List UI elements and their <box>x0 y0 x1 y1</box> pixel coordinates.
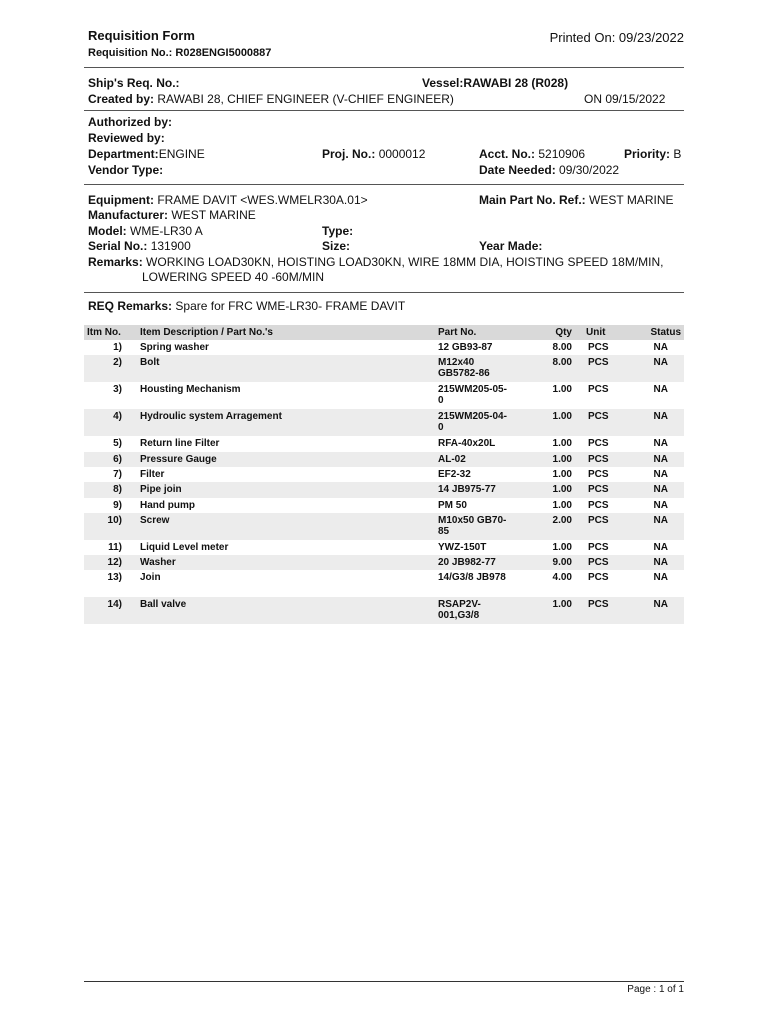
cell-part-no: 215WM205-04-0 <box>438 411 507 433</box>
table-row <box>84 436 684 452</box>
cell-item-description: Hydroulic system Arragement <box>140 411 282 422</box>
cell-item-description: Pipe join <box>140 484 182 495</box>
cell-itm-no: 14) <box>107 599 122 610</box>
table-row <box>84 513 684 540</box>
cell-unit: PCS <box>588 599 609 610</box>
header-description: Item Description / Part No.'s <box>140 327 273 338</box>
cell-part-no: RSAP2V-001,G3/8 <box>438 599 481 621</box>
header-status: Status <box>650 327 681 338</box>
cell-item-description: Ball valve <box>140 599 187 610</box>
department-value: ENGINE <box>158 147 205 161</box>
year-made-label: Year Made: <box>479 239 543 253</box>
cell-part-no: 14/G3/8 JB978 <box>438 572 506 583</box>
priority-value: B <box>673 147 682 161</box>
table-row <box>84 452 684 467</box>
cell-status: NA <box>653 357 668 368</box>
table-row <box>84 340 684 355</box>
equipment <box>88 193 368 207</box>
cell-part-no: M10x50 GB70-85 <box>438 515 507 537</box>
cell-item-description: Return line Filter <box>140 438 220 449</box>
requisition-no-label: Requisition No.: <box>88 47 173 59</box>
cell-item-description: Screw <box>140 515 170 526</box>
cell-qty: 1.00 <box>552 599 572 610</box>
cell-qty: 1.00 <box>552 384 572 395</box>
cell-unit: PCS <box>588 515 609 526</box>
remarks-line-1: WORKING LOAD30KN, HOISTING LOAD30KN, WIRE 18MM DIA, HOISTING SPEED 18M/MIN, <box>146 255 664 269</box>
header-part-no: Part No. <box>438 327 477 338</box>
table-row <box>84 355 684 382</box>
cell-status: NA <box>653 515 668 526</box>
table-body <box>84 340 684 624</box>
equipment-value: FRAME DAVIT <WES.WMELR30A.01> <box>157 193 368 207</box>
cell-unit: PCS <box>588 557 609 568</box>
priority-label: Priority: <box>624 147 671 161</box>
proj-no-label: Proj. No.: <box>322 147 376 161</box>
cell-item-description: Liquid Level meter <box>140 542 229 553</box>
created-by-value: RAWABI 28, CHIEF ENGINEER (V-CHIEF ENGINEER) <box>157 92 454 106</box>
requisition-no <box>88 47 271 59</box>
main-part-ref <box>479 193 673 207</box>
items-table <box>84 325 684 624</box>
remarks <box>88 255 663 269</box>
size-label: Size: <box>322 239 351 253</box>
footer-divider <box>84 981 684 982</box>
priority <box>624 147 681 161</box>
cell-qty: 2.00 <box>552 515 572 526</box>
cell-itm-no: 3) <box>113 384 122 395</box>
cell-qty: 8.00 <box>552 342 572 353</box>
cell-item-description: Filter <box>140 469 165 480</box>
manufacturer-label: Manufacturer: <box>88 208 169 222</box>
acct-no-value: 5210906 <box>538 147 586 161</box>
cell-part-no: M12x40 GB5782-86 <box>438 357 490 379</box>
cell-itm-no: 9) <box>113 500 122 511</box>
table-row <box>84 540 684 555</box>
cell-unit: PCS <box>588 454 609 465</box>
req-remarks-label: REQ Remarks: <box>88 299 173 313</box>
cell-itm-no: 1) <box>113 342 122 353</box>
equipment-label: Equipment: <box>88 193 154 207</box>
cell-part-no: AL-02 <box>438 454 466 465</box>
cell-status: NA <box>653 342 668 353</box>
cell-unit: PCS <box>588 438 609 449</box>
divider <box>84 110 684 111</box>
cell-itm-no: 10) <box>107 515 122 526</box>
cell-unit: PCS <box>588 572 609 583</box>
cell-part-no: PM 50 <box>438 500 467 511</box>
cell-status: NA <box>653 542 668 553</box>
cell-part-no: 12 GB93-87 <box>438 342 493 353</box>
proj-no-value: 0000012 <box>378 147 426 161</box>
remarks-label: Remarks: <box>88 255 143 269</box>
department <box>88 147 205 161</box>
cell-item-description: Pressure Gauge <box>140 454 217 465</box>
created-by <box>88 92 454 106</box>
model-value: WME-LR30 A <box>130 224 203 238</box>
divider <box>84 67 684 68</box>
cell-itm-no: 5) <box>113 438 122 449</box>
model-label: Model: <box>88 224 127 238</box>
table-header <box>84 325 684 340</box>
created-by-label: Created by: <box>88 92 155 106</box>
model <box>88 224 203 238</box>
department-label: Department: <box>88 147 159 161</box>
cell-unit: PCS <box>588 469 609 480</box>
cell-qty: 1.00 <box>552 500 572 511</box>
vessel-value: RAWABI 28 (R028) <box>463 76 569 90</box>
cell-qty: 8.00 <box>552 357 572 368</box>
table-row <box>84 409 684 436</box>
main-part-ref-label: Main Part No. Ref.: <box>479 193 586 207</box>
cell-status: NA <box>653 484 668 495</box>
cell-status: NA <box>653 384 668 395</box>
form-title: Requisition Form <box>88 28 195 43</box>
cell-unit: PCS <box>588 500 609 511</box>
cell-item-description: Bolt <box>140 357 160 368</box>
cell-qty: 1.00 <box>552 484 572 495</box>
cell-status: NA <box>653 411 668 422</box>
cell-part-no: YWZ-150T <box>438 542 487 553</box>
reviewed-by-label: Reviewed by: <box>88 131 165 145</box>
cell-status: NA <box>653 599 668 610</box>
cell-qty: 4.00 <box>552 572 572 583</box>
cell-status: NA <box>653 438 668 449</box>
cell-unit: PCS <box>588 357 609 368</box>
cell-qty: 1.00 <box>552 454 572 465</box>
cell-status: NA <box>653 454 668 465</box>
type-label: Type: <box>322 224 354 238</box>
date-needed-label: Date Needed: <box>479 163 556 177</box>
vessel-label: Vessel: <box>422 76 464 90</box>
cell-qty: 1.00 <box>552 542 572 553</box>
table-row <box>84 555 684 570</box>
header-unit: Unit <box>586 327 606 338</box>
cell-status: NA <box>653 500 668 511</box>
proj-no <box>322 147 425 161</box>
acct-no-label: Acct. No.: <box>479 147 536 161</box>
vendor-type-label: Vendor Type: <box>88 163 164 177</box>
cell-itm-no: 6) <box>113 454 122 465</box>
cell-item-description: Join <box>140 572 161 583</box>
cell-itm-no: 7) <box>113 469 122 480</box>
divider <box>84 292 684 293</box>
cell-itm-no: 4) <box>113 411 122 422</box>
cell-item-description: Spring washer <box>140 342 209 353</box>
cell-status: NA <box>653 469 668 480</box>
cell-unit: PCS <box>588 411 609 422</box>
manufacturer-value: WEST MARINE <box>171 208 256 222</box>
cell-unit: PCS <box>588 384 609 395</box>
cell-qty: 9.00 <box>552 557 572 568</box>
serial-no-label: Serial No.: <box>88 239 148 253</box>
header-qty: Qty <box>555 327 572 338</box>
authorized-by-label: Authorized by: <box>88 115 172 129</box>
header-itm-no: Itm No. <box>87 327 121 338</box>
cell-itm-no: 2) <box>113 357 122 368</box>
table-row <box>84 467 684 482</box>
serial-no <box>88 239 191 253</box>
cell-status: NA <box>653 572 668 583</box>
cell-item-description: Housting Mechanism <box>140 384 241 395</box>
table-row <box>84 482 684 498</box>
cell-item-description: Washer <box>140 557 176 568</box>
cell-status: NA <box>653 557 668 568</box>
table-row <box>84 597 684 624</box>
printed-on: Printed On: 09/23/2022 <box>549 30 684 45</box>
main-part-ref-value: WEST MARINE <box>589 193 674 207</box>
req-remarks-value: Spare for FRC WME-LR30- FRAME DAVIT <box>175 299 406 313</box>
cell-itm-no: 12) <box>107 557 122 568</box>
cell-part-no: 20 JB982-77 <box>438 557 496 568</box>
cell-itm-no: 11) <box>108 542 122 553</box>
acct-no <box>479 147 585 161</box>
serial-no-value: 131900 <box>150 239 191 253</box>
date-needed <box>479 163 619 177</box>
manufacturer <box>88 208 256 222</box>
cell-part-no: 215WM205-05-0 <box>438 384 507 406</box>
vessel <box>422 76 568 90</box>
ships-req-label: Ship's Req. No.: <box>88 76 180 90</box>
cell-part-no: EF2-32 <box>438 469 471 480</box>
cell-part-no: 14 JB975-77 <box>438 484 496 495</box>
page-number: Page : 1 of 1 <box>627 984 684 995</box>
cell-unit: PCS <box>588 484 609 495</box>
cell-qty: 1.00 <box>552 438 572 449</box>
date-needed-value: 09/30/2022 <box>559 163 620 177</box>
req-remarks <box>88 299 405 313</box>
remarks-line-2: LOWERING SPEED 40 -60M/MIN <box>142 270 325 284</box>
cell-item-description: Hand pump <box>140 500 195 511</box>
divider <box>84 184 684 185</box>
cell-unit: PCS <box>588 542 609 553</box>
table-row <box>84 498 684 513</box>
cell-part-no: RFA-40x20L <box>438 438 496 449</box>
table-row <box>84 382 684 409</box>
table-row <box>84 570 684 597</box>
cell-unit: PCS <box>588 342 609 353</box>
cell-qty: 1.00 <box>552 469 572 480</box>
created-on: ON 09/15/2022 <box>584 92 666 106</box>
requisition-no-value: R028ENGI5000887 <box>175 47 272 59</box>
cell-qty: 1.00 <box>552 411 572 422</box>
cell-itm-no: 8) <box>113 484 122 495</box>
cell-itm-no: 13) <box>107 572 122 583</box>
